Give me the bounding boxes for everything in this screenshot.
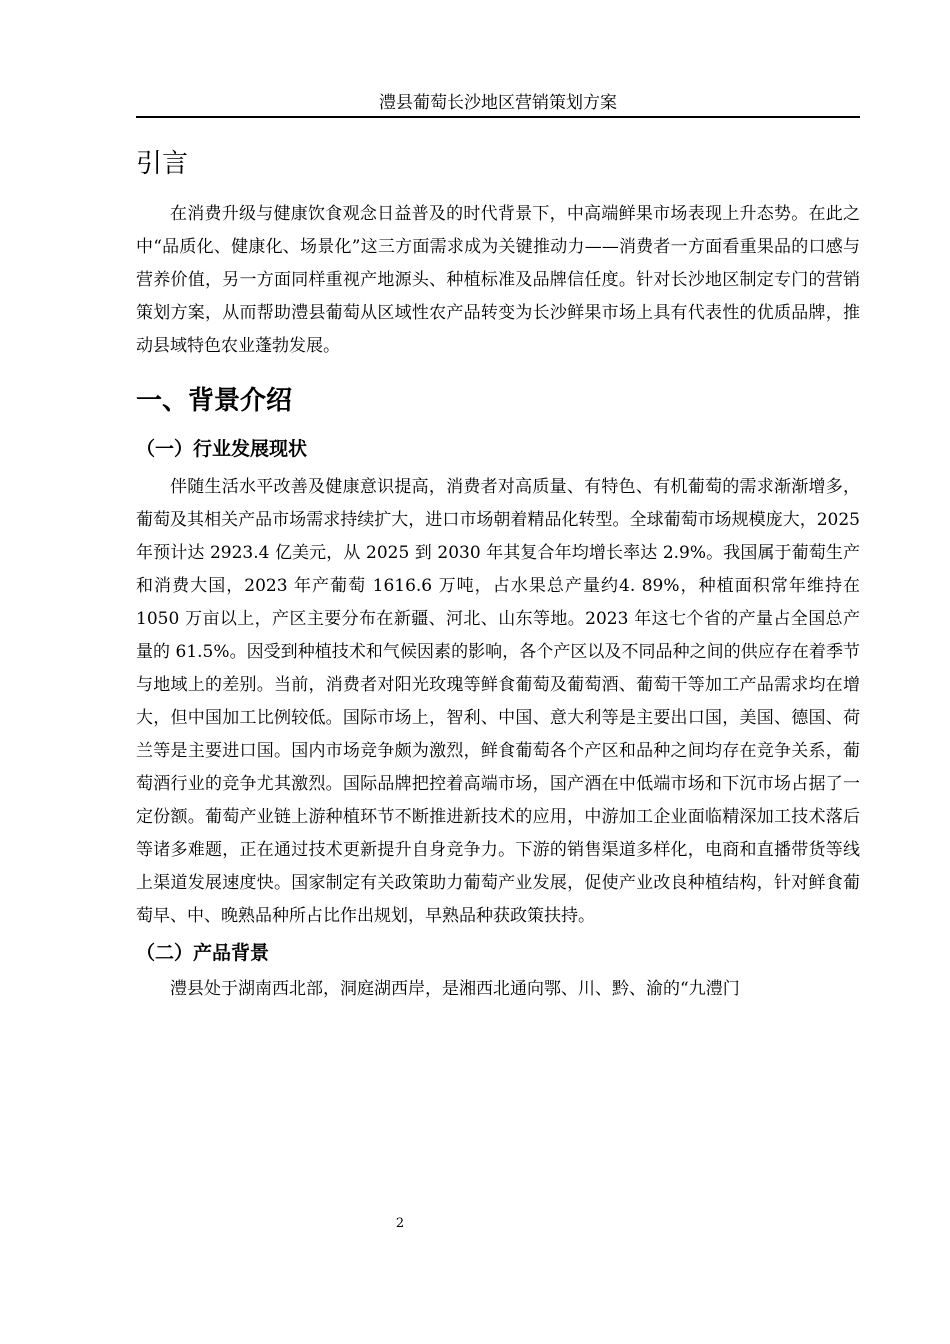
intro-heading: 引言 xyxy=(136,149,189,179)
page-number: 2 xyxy=(395,1216,405,1231)
product-paragraph: 澧县处于湖南西北部，洞庭湖西岸，是湘西北通向鄂、川、黔、渝的“九澧门 xyxy=(170,979,740,999)
subsection-heading-product: （二）产品背景 xyxy=(136,942,270,964)
industry-paragraph: 伴随生活水平改善及健康意识提高，消费者对高质量、有特色、有机葡萄的需求渐渐增多，葡萄及其相关产品市场需求持续扩大，进口市场朝着精品化转型。全球葡萄市场规模庞大，2025 年预计达 2923.4 亿美元，从 2025 到 2030 年其复合年均增长率达 2.9%。我国属于葡萄生产和消费大国，2023 年产葡萄 1616.6 万吨，占水果总产量约4. 89%，种植面积常年维持在 1050 万亩以上，产区主要分布在新疆、河北、山东等地。2023 年这七个省的产量占全国总产量的 61.5%。因受到种植技术和气候因素的影响，各个产区以及不同品种之间的供应存在着季节与地域上的差别。当前，消费者对阳光玫瑰等鲜食葡萄及葡萄酒、葡萄干等加工产品需求均在增大，但中国加工比例较低。国际市场上，智利、中国、意大利等是主要出口国，美国、德国、荷兰等是主要进口国。国内市场竞争颇为激烈，鲜食葡萄各个产区和品种之间均存在竞争关系，葡萄酒行业的竞争尤其激烈。国际品牌把控着高端市场，国产酒在中低端市场和下沉市场占据了一定份额。葡萄产业链上游种植环节不断推进新技术的应用，中游加工企业面临精深加工技术落后等诸多难题，正在通过技术更新提升自身竞争力。下游的销售渠道多样化，电商和直播带货等线上渠道发展速度快。国家制定有关政策助力葡萄产业发展，促使产业改良种植结构，针对鲜食葡萄早、中、晚熟品种所占比作出规划，早熟品种获政策扶持。 xyxy=(136,477,860,926)
page-body xyxy=(136,140,860,1006)
intro-paragraph: 在消费升级与健康饮食观念日益普及的时代背景下，中高端鲜果市场表现上升态势。在此之中“品质化、健康化、场景化”这三方面需求成为关键推动力——消费者一方面看重果品的口感与营养价值，另一方面同样重视产地源头、种植标准及品牌信任度。针对长沙地区制定专门的营销策划方案，从而帮助澧县葡萄从区域性农产品转变为长沙鲜果市场上具有代表性的优质品牌，推动县域特色农业蓬勃发展。 xyxy=(136,204,860,356)
subsection-heading-industry: （一）行业发展现状 xyxy=(136,438,308,460)
running-header: 澧县葡萄长沙地区营销策划方案 xyxy=(136,92,860,118)
section-heading-background: 一、背景介绍 xyxy=(136,386,293,416)
